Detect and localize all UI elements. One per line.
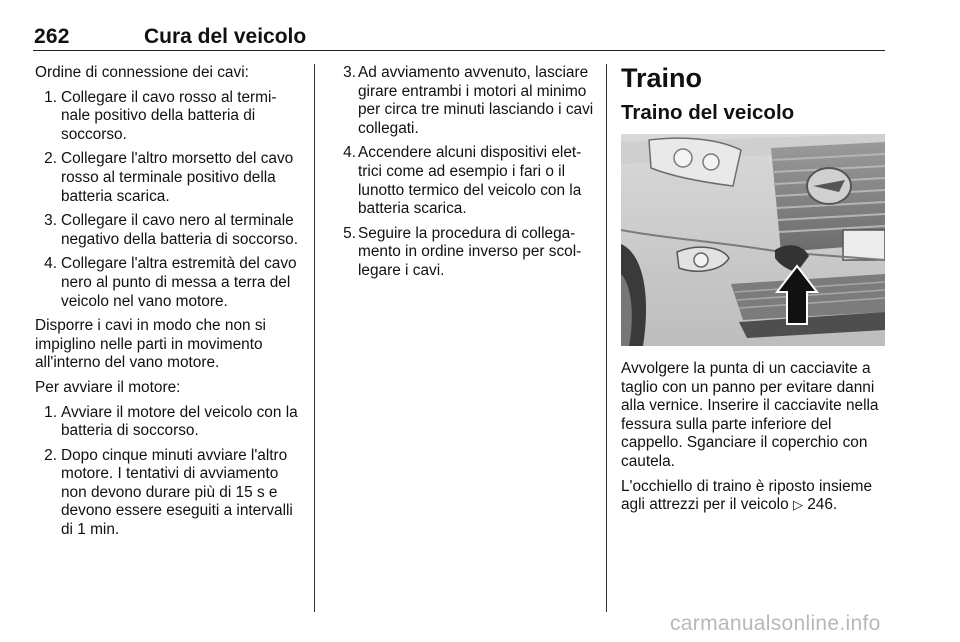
list-item: 1. Avviare il motore del veicolo con la batteria di soccorso. xyxy=(44,403,298,440)
list-item: 3. Collegare il cavo nero al terminale negativo della batteria di soccorso. xyxy=(44,212,298,248)
chapter-title: Cura del veicolo xyxy=(144,25,307,48)
list-item: 2. Dopo cinque minuti avviare l'altro motore. I tentativi di avviamento non devono durare più di 15 s e devono essere eseguiti a intervalli di 1 min. xyxy=(44,446,293,539)
list-item: 3. Ad avviamento avvenuto, lasciare girare entrambi i motori al minimo per circa tre minuti lasciando i cavi collegati. xyxy=(343,64,594,137)
list-item: 5. Seguire la procedura di collega-mento in ordine inverso per scol-legare i cavi. xyxy=(343,224,582,279)
start-intro: Per avviare il motore: xyxy=(35,378,181,396)
page-header xyxy=(33,24,885,51)
connect-intro: Ordine di connessione dei cavi: xyxy=(35,64,249,81)
column-middle xyxy=(334,64,596,287)
column-divider-1 xyxy=(314,64,315,612)
tow-instructions: Avvolgere la punta di un cacciavite a taglio con un panno per evitare danni alla vernice. Inserire il cacciavite nella fessura sulla parte inferiore del cappello. Sganciare il coperchio con cautela. xyxy=(621,360,879,470)
tow-eye-location: L'occhiello di traino è riposto insieme agli attrezzi per il veicolo ▷ 246. xyxy=(621,477,873,514)
subsection-heading: Traino del veicolo xyxy=(621,101,795,124)
car-front-image xyxy=(621,134,885,346)
continued-steps-list xyxy=(334,64,596,281)
column-right xyxy=(621,64,887,521)
watermark: carmanualsonline.info xyxy=(670,612,881,635)
column-left xyxy=(35,64,303,546)
triangle-ref-icon: ▷ xyxy=(792,497,803,513)
cable-note: Disporre i cavi in modo che non si impiglino nelle parti in movimento all'interno del vano motore. xyxy=(35,317,266,372)
list-item: 1. Collegare il cavo rosso al termi-nale positivo della batteria di soccorso. xyxy=(44,88,277,143)
car-front-tow-eye-illustration xyxy=(621,134,885,346)
column-divider-2 xyxy=(606,64,607,612)
start-steps-list xyxy=(35,404,303,540)
list-item: 2. Collegare l'altro morsetto del cavo rosso al terminale positivo della batteria scarica. xyxy=(44,150,294,205)
connect-steps-list xyxy=(35,89,303,312)
section-heading: Traino xyxy=(621,63,703,93)
page-reference[interactable]: 246. xyxy=(807,496,838,514)
page-number: 262 xyxy=(34,25,70,48)
list-item: 4. Accendere alcuni dispositivi elet-trici come ad esempio i fari o il lunotto termico del veicolo con la batteria scarica. xyxy=(343,144,582,218)
list-item: 4. Collegare l'altra estremità del cavo nero al punto di messa a terra del veicolo nel vano motore. xyxy=(44,255,297,310)
